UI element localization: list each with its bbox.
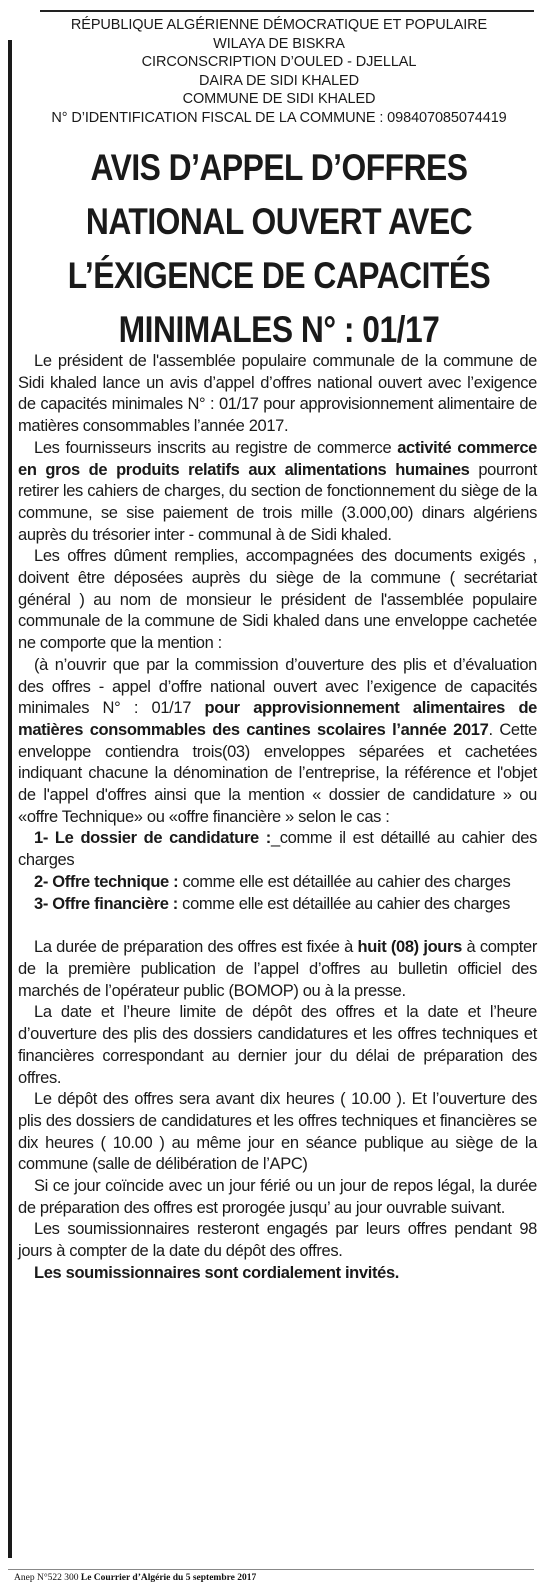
paragraph-duration (18, 937, 537, 1002)
paragraph-deposit-time: Le dépôt des offres sera avant dix heures ( 10.00 ). Et l’ouverture des plis des dossiers de candidatures et les offres techniques et financières se dix heures ( 10.00 ) au même jour en séance publique au siège de la commune (salle de délibération de l’APC) (18, 1090, 537, 1174)
list-item-label: 1- Le dossier de candidature : (34, 829, 271, 848)
text: (à n’ouvrir que par la commission d’ouverture des plis et d’évaluation des offres - appel d’offre national ouvert avec l’exigence de capacités minimales N° : 01/17 (18, 655, 537, 718)
bold-text: activité commerce en gros de produits relatifs aux alimentations humaines (18, 438, 538, 479)
left-border-rule (8, 40, 12, 1558)
notice-title (56, 141, 501, 357)
header-daira: DAIRA DE SIDI KHALED (199, 72, 359, 89)
text: Les fournisseurs inscrits au registre de commerce (34, 438, 398, 457)
text: . Cette enveloppe contiendra trois(03) enveloppes séparées et cachetées indiquant chacune la dénomination de l’entreprise, la référence et l'objet de l'appel d'offres ainsi que la mention « dossier de candidature » ou «offre Technique» ou «offre financière » selon le cas : (18, 720, 538, 826)
header-republic: RÉPUBLIQUE ALGÉRIENNE DÉMOCRATIQUE ET POPULAIRE (70, 17, 488, 33)
list-item-text: comme elle est détaillée au cahier des charges (178, 872, 511, 891)
list-item-label: 2- Offre technique : (34, 872, 179, 891)
notice-body (18, 351, 537, 1285)
text: La durée de préparation des offres est fixée à (34, 938, 358, 957)
paragraph-validity: Les soumissionnaires resteront engagés par leurs offres pendant 98 jours à compter de la date du dépôt des offres. (18, 1220, 537, 1261)
paragraph-deadline: La date et l’heure limite de dépôt des offres et la date et l’heure d’ouverture des plis des dossiers candidatures et les offres techniques et financières correspondant au dernier jour du délai de préparation des offres. (18, 1003, 537, 1087)
paragraph-suppliers (18, 438, 537, 547)
paragraph-announcement: Le président de l'assemblée populaire communale de la commune de Sidi khaled lance un avis d’appel d’offres national ouvert avec l’exigence de capacités minimales N° : 01/17 pour approvisionnement alimentaire de matières consommables l’année 2017. (18, 352, 537, 436)
title-line-4: MINIMALES N° : 01/17 (118, 309, 440, 350)
paragraph-invitation (18, 1263, 537, 1285)
title-line-1: AVIS D’APPEL D’OFFRES (90, 147, 468, 188)
list-item-candidature (18, 828, 537, 871)
bottom-rule (8, 1569, 534, 1570)
bold-text: Les soumissionnaires sont cordialement invités. (34, 1263, 400, 1282)
header-circonscription: CIRCONSCRIPTION D’OULED - DJELLAL (141, 54, 417, 71)
header-tax-id: N° D’IDENTIFICATION FISCAL DE LA COMMUNE : 098407085074419 (51, 109, 507, 126)
list-item-text: comme elle est détaillée au cahier des charges (177, 894, 511, 913)
bold-text: huit (08) jours (357, 938, 462, 957)
list-item-label: 3- Offre financière : (34, 894, 178, 913)
paragraph-mention (18, 655, 537, 829)
header-commune: COMMUNE DE SIDI KHALED (182, 91, 376, 108)
bold-text: pour approvisionnement alimentaires de matières consommables des cantines scolaires l’année 2017 (18, 699, 537, 739)
title-line-2: NATIONAL OUVERT AVEC (85, 201, 473, 242)
paragraph-submission: Les offres dûment remplies, accompagnées des documents exigés , doivent être déposées auprès du siège de la commune ( secrétariat général ) au nom de monsieur le président de l'assemblée populaire communale de la commune de Sidi khaled dans une enveloppe cachetée ne comporte que la mention : (18, 547, 537, 653)
top-rule (40, 10, 534, 12)
text: à compter de la première publication de l’appel d’offres au bulletin officiel des marchés de l’opérateur public (BOMOP) ou à la presse. (18, 938, 537, 1000)
text: pourront retirer les cahiers de charges, du section de fonctionnement du siège de la commune, se sise paiement de trois mille (3.000,00) dinars algériens auprès du trésorier inter - communal à de Sidi khaled. (18, 460, 538, 544)
anep-reference: Anep N°522 300 (14, 1573, 79, 1583)
list-item-text: _comme il est détaillé au cahier des charges (18, 829, 538, 870)
list-item-financial (18, 894, 537, 916)
header-wilaya: WILAYA DE BISKRA (213, 35, 345, 52)
spacer (18, 915, 537, 937)
publication-footer (14, 1572, 256, 1584)
paragraph-holiday: Si ce jour coïncide avec un jour férié ou un jour de repos légal, la durée de préparation des offres est prorogée jusqu’ au jour ouvrable suivant. (18, 1177, 537, 1217)
issuer-header (20, 16, 538, 128)
list-item-technical (18, 872, 537, 894)
title-line-3: L’ÉXIGENCE DE CAPACITÉS (67, 255, 491, 296)
newspaper-reference: Le Courrier d’Algérie du 5 septembre 2017 (80, 1573, 257, 1583)
